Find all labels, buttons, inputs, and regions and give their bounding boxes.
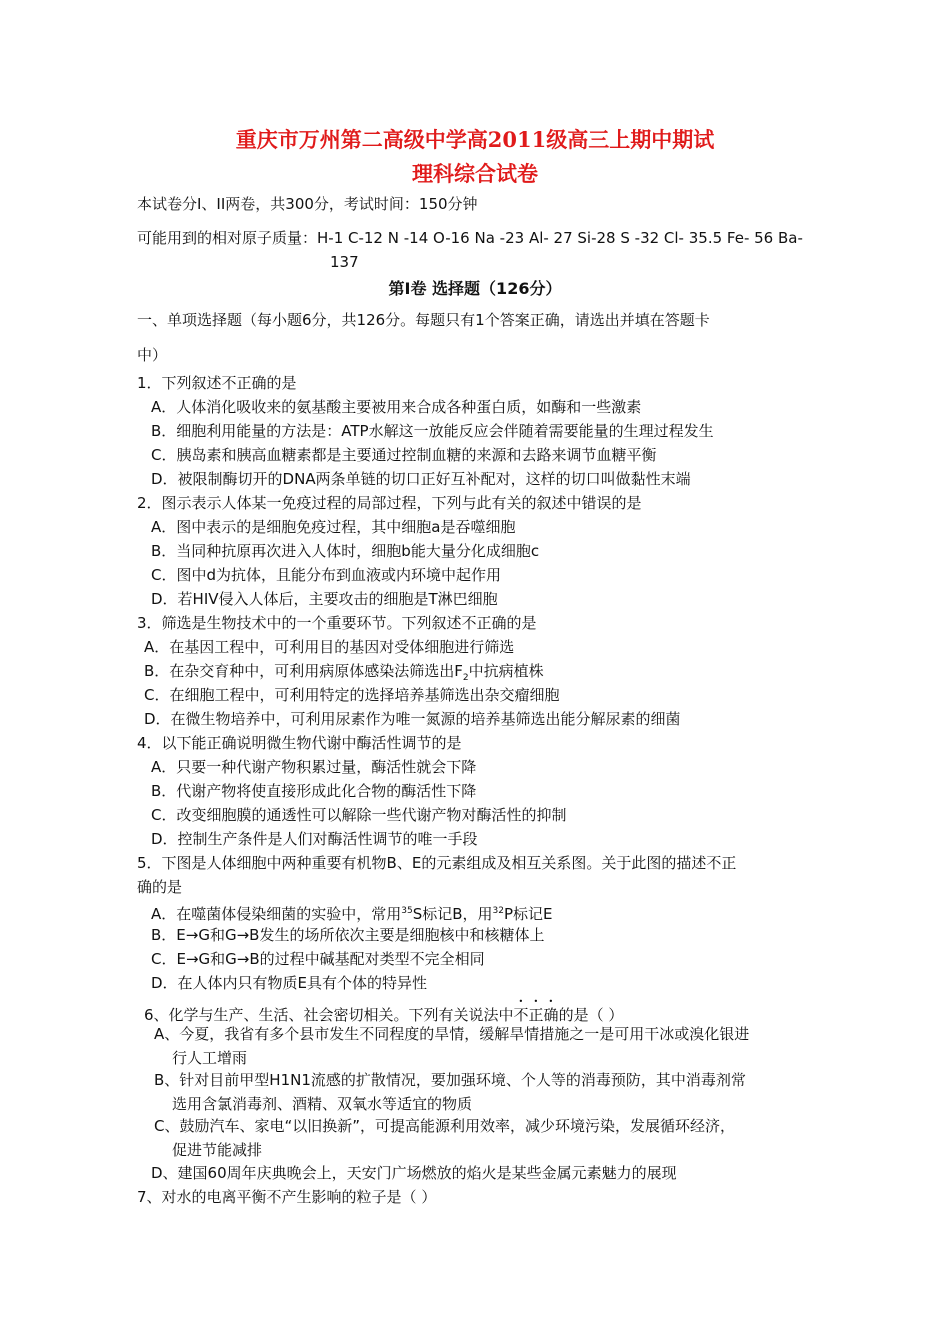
question-4-option-d: D．控制生产条件是人们对酶活性调节的唯一手段 [151,830,478,848]
question-6-stem [144,997,623,1025]
exam-info: 本试卷分I、II两卷，共300分，考试时间：150分钟 [137,195,478,213]
question-4-option-a: A．只要一种代谢产物积累过量，酶活性就会下降 [151,758,477,776]
option-b-text-end: 中抗病植株 [468,662,544,680]
question-6-option-d: D、建国60周年庆典晚会上，天安门广场燃放的焰火是某些金属元素魅力的展现 [151,1164,677,1182]
section-title: 第I卷 选择题（126分） [388,279,562,298]
question-2-option-d: D．若HIV侵入人体后，主要攻击的细胞是T淋巴细胞 [151,590,498,608]
question-6-option-c: C、鼓励汽车、家电“以旧换新”，可提高能源利用效率，减少环境污染，发展循环经济， [154,1117,736,1135]
question-1-option-d: D．被限制酶切开的DNA两条单链的切口正好互补配对，这样的切口叫做黏性末端 [151,470,691,488]
question-4-option-c: C．改变细胞膜的通透性可以解除一些代谢产物对酶活性的抑制 [151,806,567,824]
question-6-option-b: B、针对目前甲型H1N1流感的扩散情况，要加强环境、个人等的消毒预防，其中消毒剂常 [154,1071,746,1089]
question-6-option-b-continued: 选用含氯消毒剂、酒精、双氧水等适宜的物质 [172,1095,473,1113]
question-5-stem: 5．下图是人体细胞中两种重要有机物B、E的元素组成及相互关系图。关于此图的描述不正 [137,854,737,872]
question-2-option-b: B．当同种抗原再次进入人体时，细胞b能大量分化成细胞c [151,542,540,560]
question-6-option-c-continued: 促进节能减排 [172,1141,263,1159]
question-6-stem-text: 6、化学与生产、生活、社会密切相关。下列有关说法中 [144,1006,514,1024]
exam-title: 重庆市万州第二高级中学高2011级高三上期中期试 [235,127,715,152]
option-a-text-end: P标记E [503,905,553,923]
question-5-option-d: D．在人体内只有物质E具有个体的特异性 [151,974,428,992]
instruction-continued: 中） [137,346,168,364]
emphasized-not-correct: 不正确 [513,1006,559,1024]
subscript-2: 2 [462,673,469,683]
question-5-option-b: B．E→G和G→B发生的场所依次主要是细胞核中和核糖体上 [151,926,545,944]
question-2-option-c: C．图中d为抗体，且能分布到血液或内环境中起作用 [151,566,501,584]
question-3-option-b [144,661,544,688]
question-6-stem-end: 的是（ ） [558,1006,624,1024]
option-a-text-mid: S标记B，用 [412,905,493,923]
atomic-masses-continued: 137 [330,253,359,271]
question-1-option-b: B．细胞利用能量的方法是：ATP水解这一放能反应会伴随着需要能量的生理过程发生 [151,422,714,440]
superscript-32: 32 [492,906,504,916]
question-2-stem: 2．图示表示人体某一免疫过程的局部过程，下列与此有关的叙述中错误的是 [137,494,642,512]
atomic-masses: 可能用到的相对原子质量：H-1 C-12 N -14 O-16 Na -23 Al- 27 Si-28 S -32 Cl- 35.5 Fe- 56 Ba- [137,229,803,247]
question-5-stem-continued: 确的是 [137,878,183,896]
question-2-option-a: A．图中表示的是细胞免疫过程，其中细胞a是吞噬细胞 [151,518,516,536]
superscript-35: 35 [401,906,413,916]
exam-subtitle: 理科综合试卷 [412,161,538,186]
question-6-option-a: A、今夏，我省有多个县市发生不同程度的旱情，缓解旱情措施之一是可用干冰或溴化银进 [154,1025,750,1043]
question-1-option-a: A．人体消化吸收来的氨基酸主要被用来合成各种蛋白质，如酶和一些激素 [151,398,642,416]
question-3-stem: 3．筛选是生物技术中的一个重要环节。下列叙述不正确的是 [137,614,537,632]
instruction: 一、单项选择题（每小题6分，共126分。每题只有1个答案正确，请选出并填在答题卡 [137,311,710,329]
option-b-text: B．在杂交育种中，可利用病原体感染法筛选出F [144,662,463,680]
question-7-stem: 7、对水的电离平衡不产生影响的粒子是（ ） [137,1188,437,1206]
question-4-stem: 4．以下能正确说明微生物代谢中酶活性调节的是 [137,734,462,752]
question-1-option-c: C．胰岛素和胰高血糖素都是主要通过控制血糖的来源和去路来调节血糖平衡 [151,446,657,464]
question-5-option-a [151,901,553,924]
question-3-option-c: C．在细胞工程中，可利用特定的选择培养基筛选出杂交瘤细胞 [144,686,560,704]
option-a-text: A．在噬菌体侵染细菌的实验中，常用 [151,905,402,923]
question-5-option-c: C．E→G和G→B的过程中碱基配对类型不完全相同 [151,950,485,968]
question-3-option-a: A．在基因工程中，可利用目的基因对受体细胞进行筛选 [144,638,515,656]
question-3-option-d: D．在微生物培养中，可利用尿素作为唯一氮源的培养基筛选出能分解尿素的细菌 [144,710,681,728]
question-1-stem: 1．下列叙述不正确的是 [137,374,297,392]
question-4-option-b: B．代谢产物将使直接形成此化合物的酶活性下降 [151,782,477,800]
question-6-option-a-continued: 行人工增雨 [172,1049,248,1067]
